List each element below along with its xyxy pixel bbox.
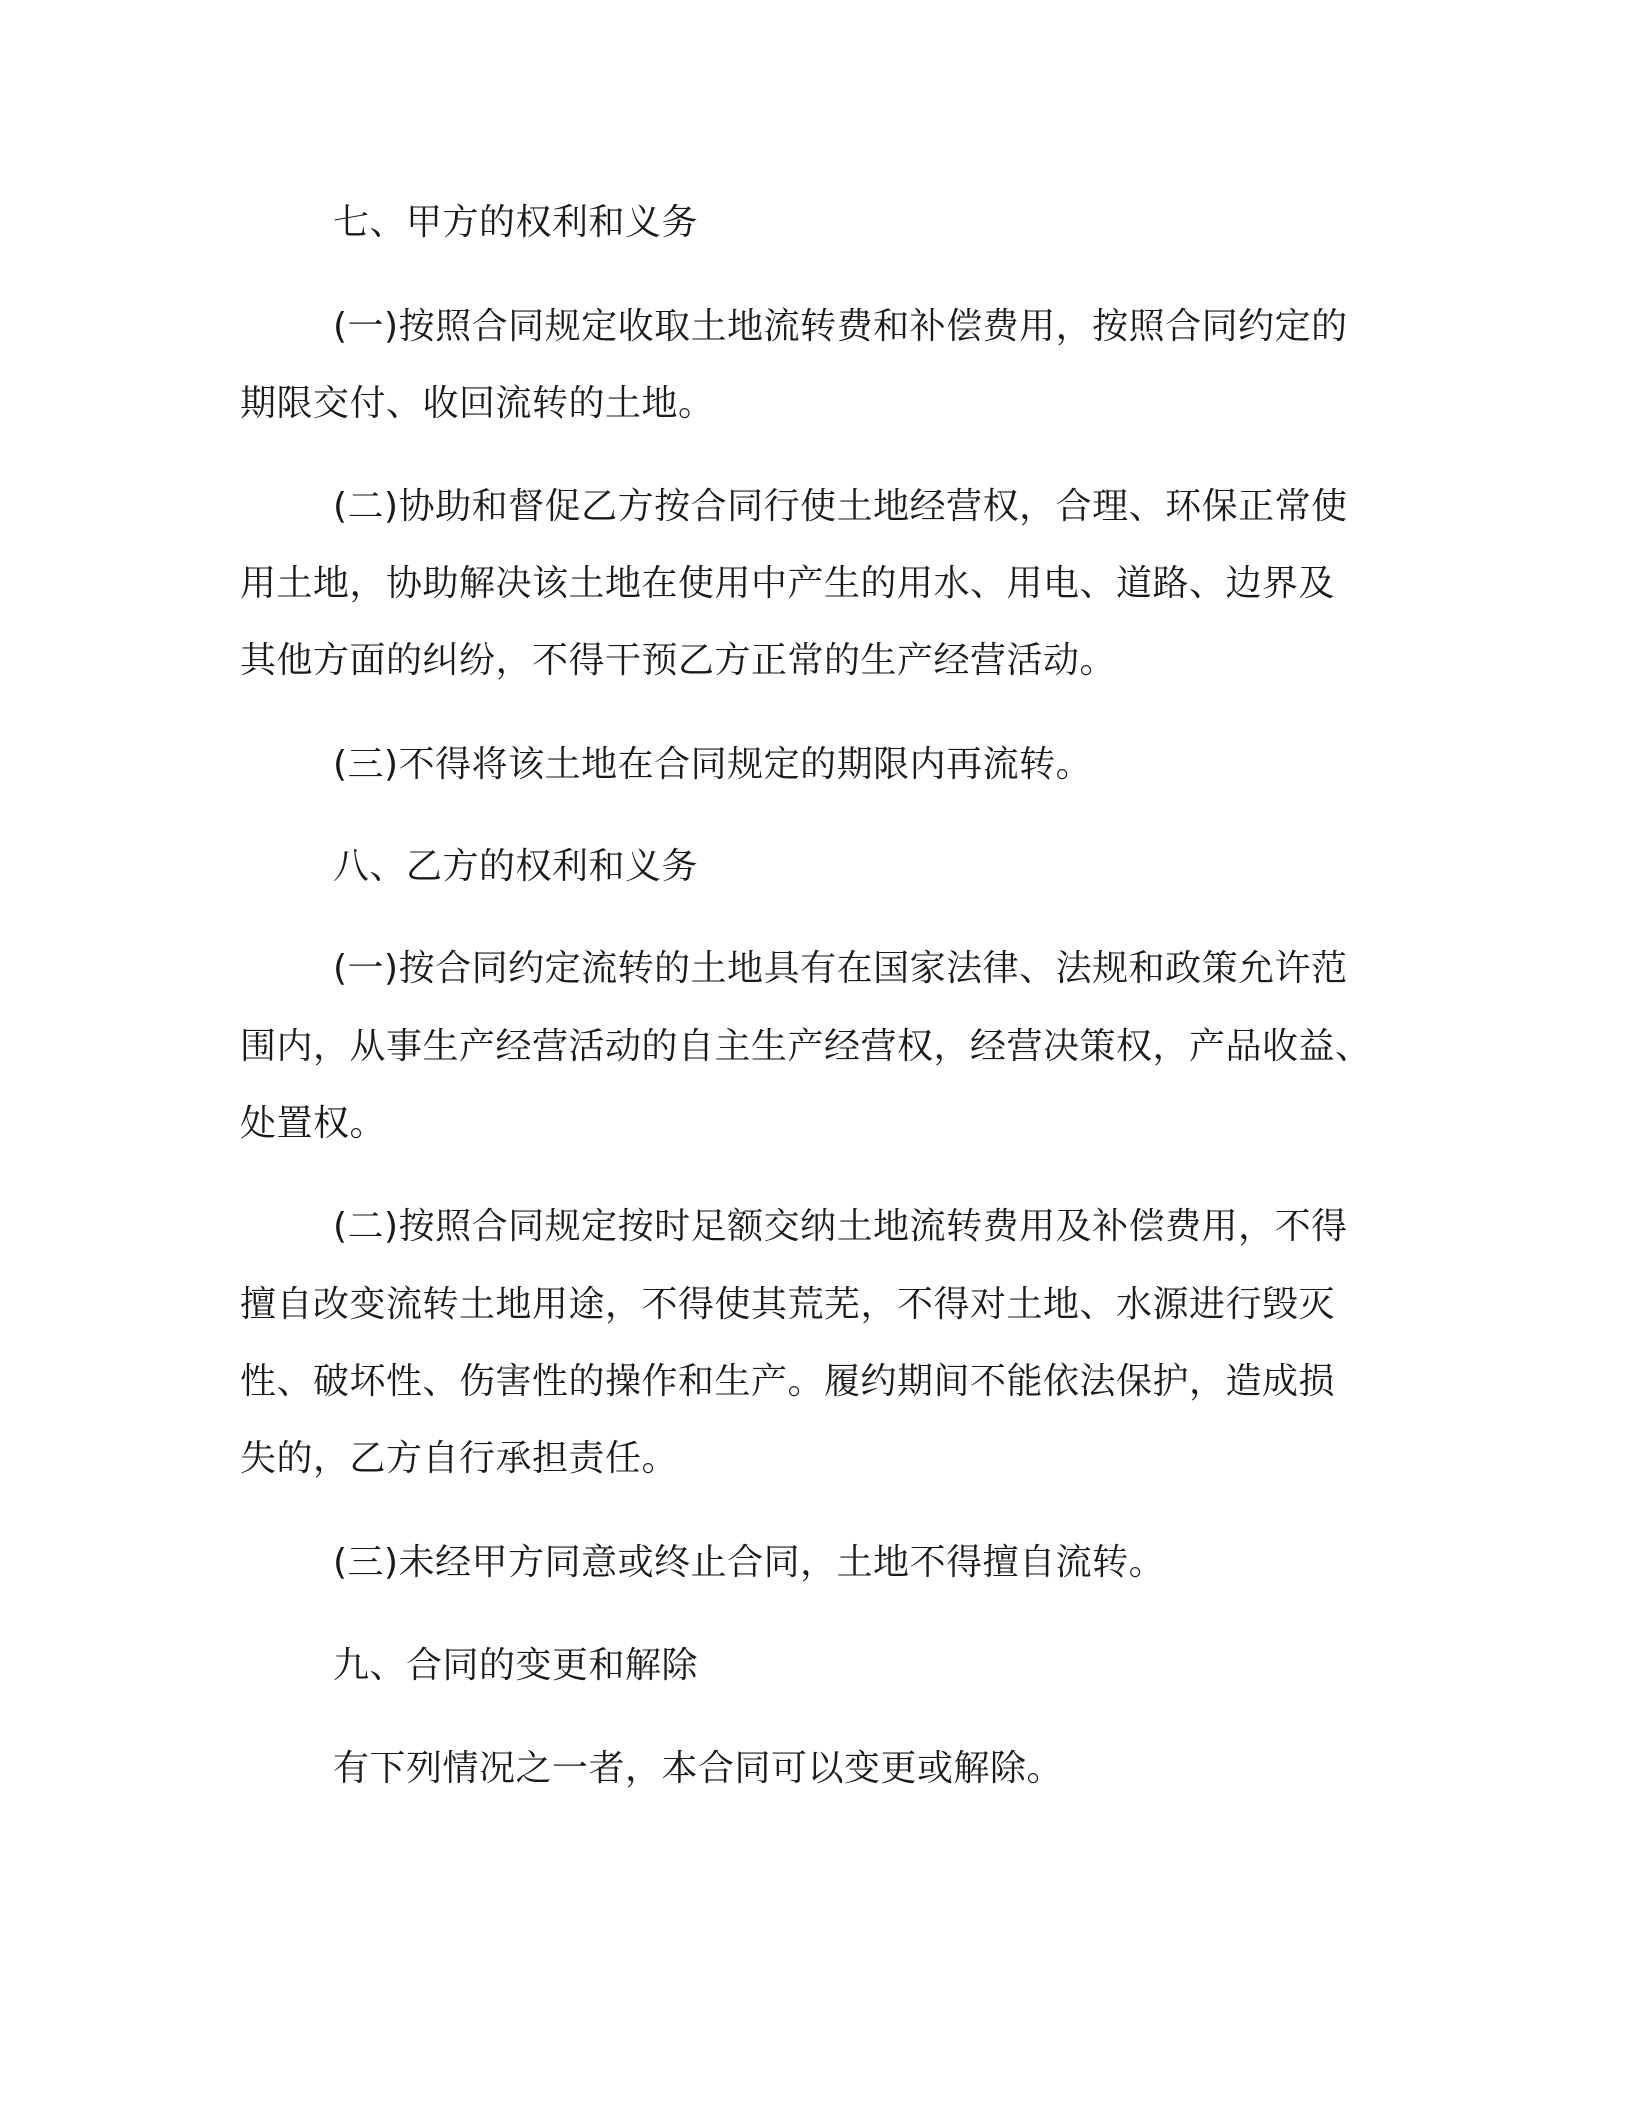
paragraph-line: (一)按照合同规定收取土地流转费和补偿费用，按照合同约定的 bbox=[333, 306, 1348, 347]
paragraph-line: 擅自改变流转土地用途，不得使其荒芜，不得对土地、水源进行毁灭 bbox=[240, 1284, 1336, 1325]
paragraph-line: (二)按照合同规定按时足额交纳土地流转费用及补偿费用，不得 bbox=[333, 1206, 1348, 1247]
section-heading-8: 八、乙方的权利和义务 bbox=[333, 846, 699, 887]
paragraph-line: 围内，从事生产经营活动的自主生产经营权，经营决策权，产品收益、 bbox=[240, 1026, 1372, 1067]
paragraph-line: (三)不得将该土地在合同规定的期限内再流转。 bbox=[333, 744, 1093, 785]
paragraph-line: 期限交付、收回流转的土地。 bbox=[240, 383, 715, 424]
paragraph-line: 其他方面的纠纷，不得干预乙方正常的生产经营活动。 bbox=[240, 640, 1117, 681]
section-heading-7: 七、甲方的权利和义务 bbox=[333, 202, 699, 243]
paragraph-line: (一)按合同约定流转的土地具有在国家法律、法规和政策允许范 bbox=[333, 948, 1348, 989]
paragraph-line: 处置权。 bbox=[240, 1103, 387, 1144]
paragraph-line: (二)协助和督促乙方按合同行使土地经营权，合理、环保正常使 bbox=[333, 486, 1348, 527]
paragraph-line: 用土地，协助解决该土地在使用中产生的用水、用电、道路、边界及 bbox=[240, 563, 1336, 604]
paragraph-line: (三)未经甲方同意或终止合同，土地不得擅自流转。 bbox=[333, 1542, 1166, 1583]
paragraph-line: 失的，乙方自行承担责任。 bbox=[240, 1438, 679, 1479]
section-heading-9: 九、合同的变更和解除 bbox=[333, 1645, 699, 1686]
paragraph-line: 有下列情况之一者，本合同可以变更或解除。 bbox=[333, 1748, 1064, 1789]
paragraph-line: 性、破坏性、伤害性的操作和生产。履约期间不能依法保护，造成损 bbox=[240, 1361, 1336, 1402]
